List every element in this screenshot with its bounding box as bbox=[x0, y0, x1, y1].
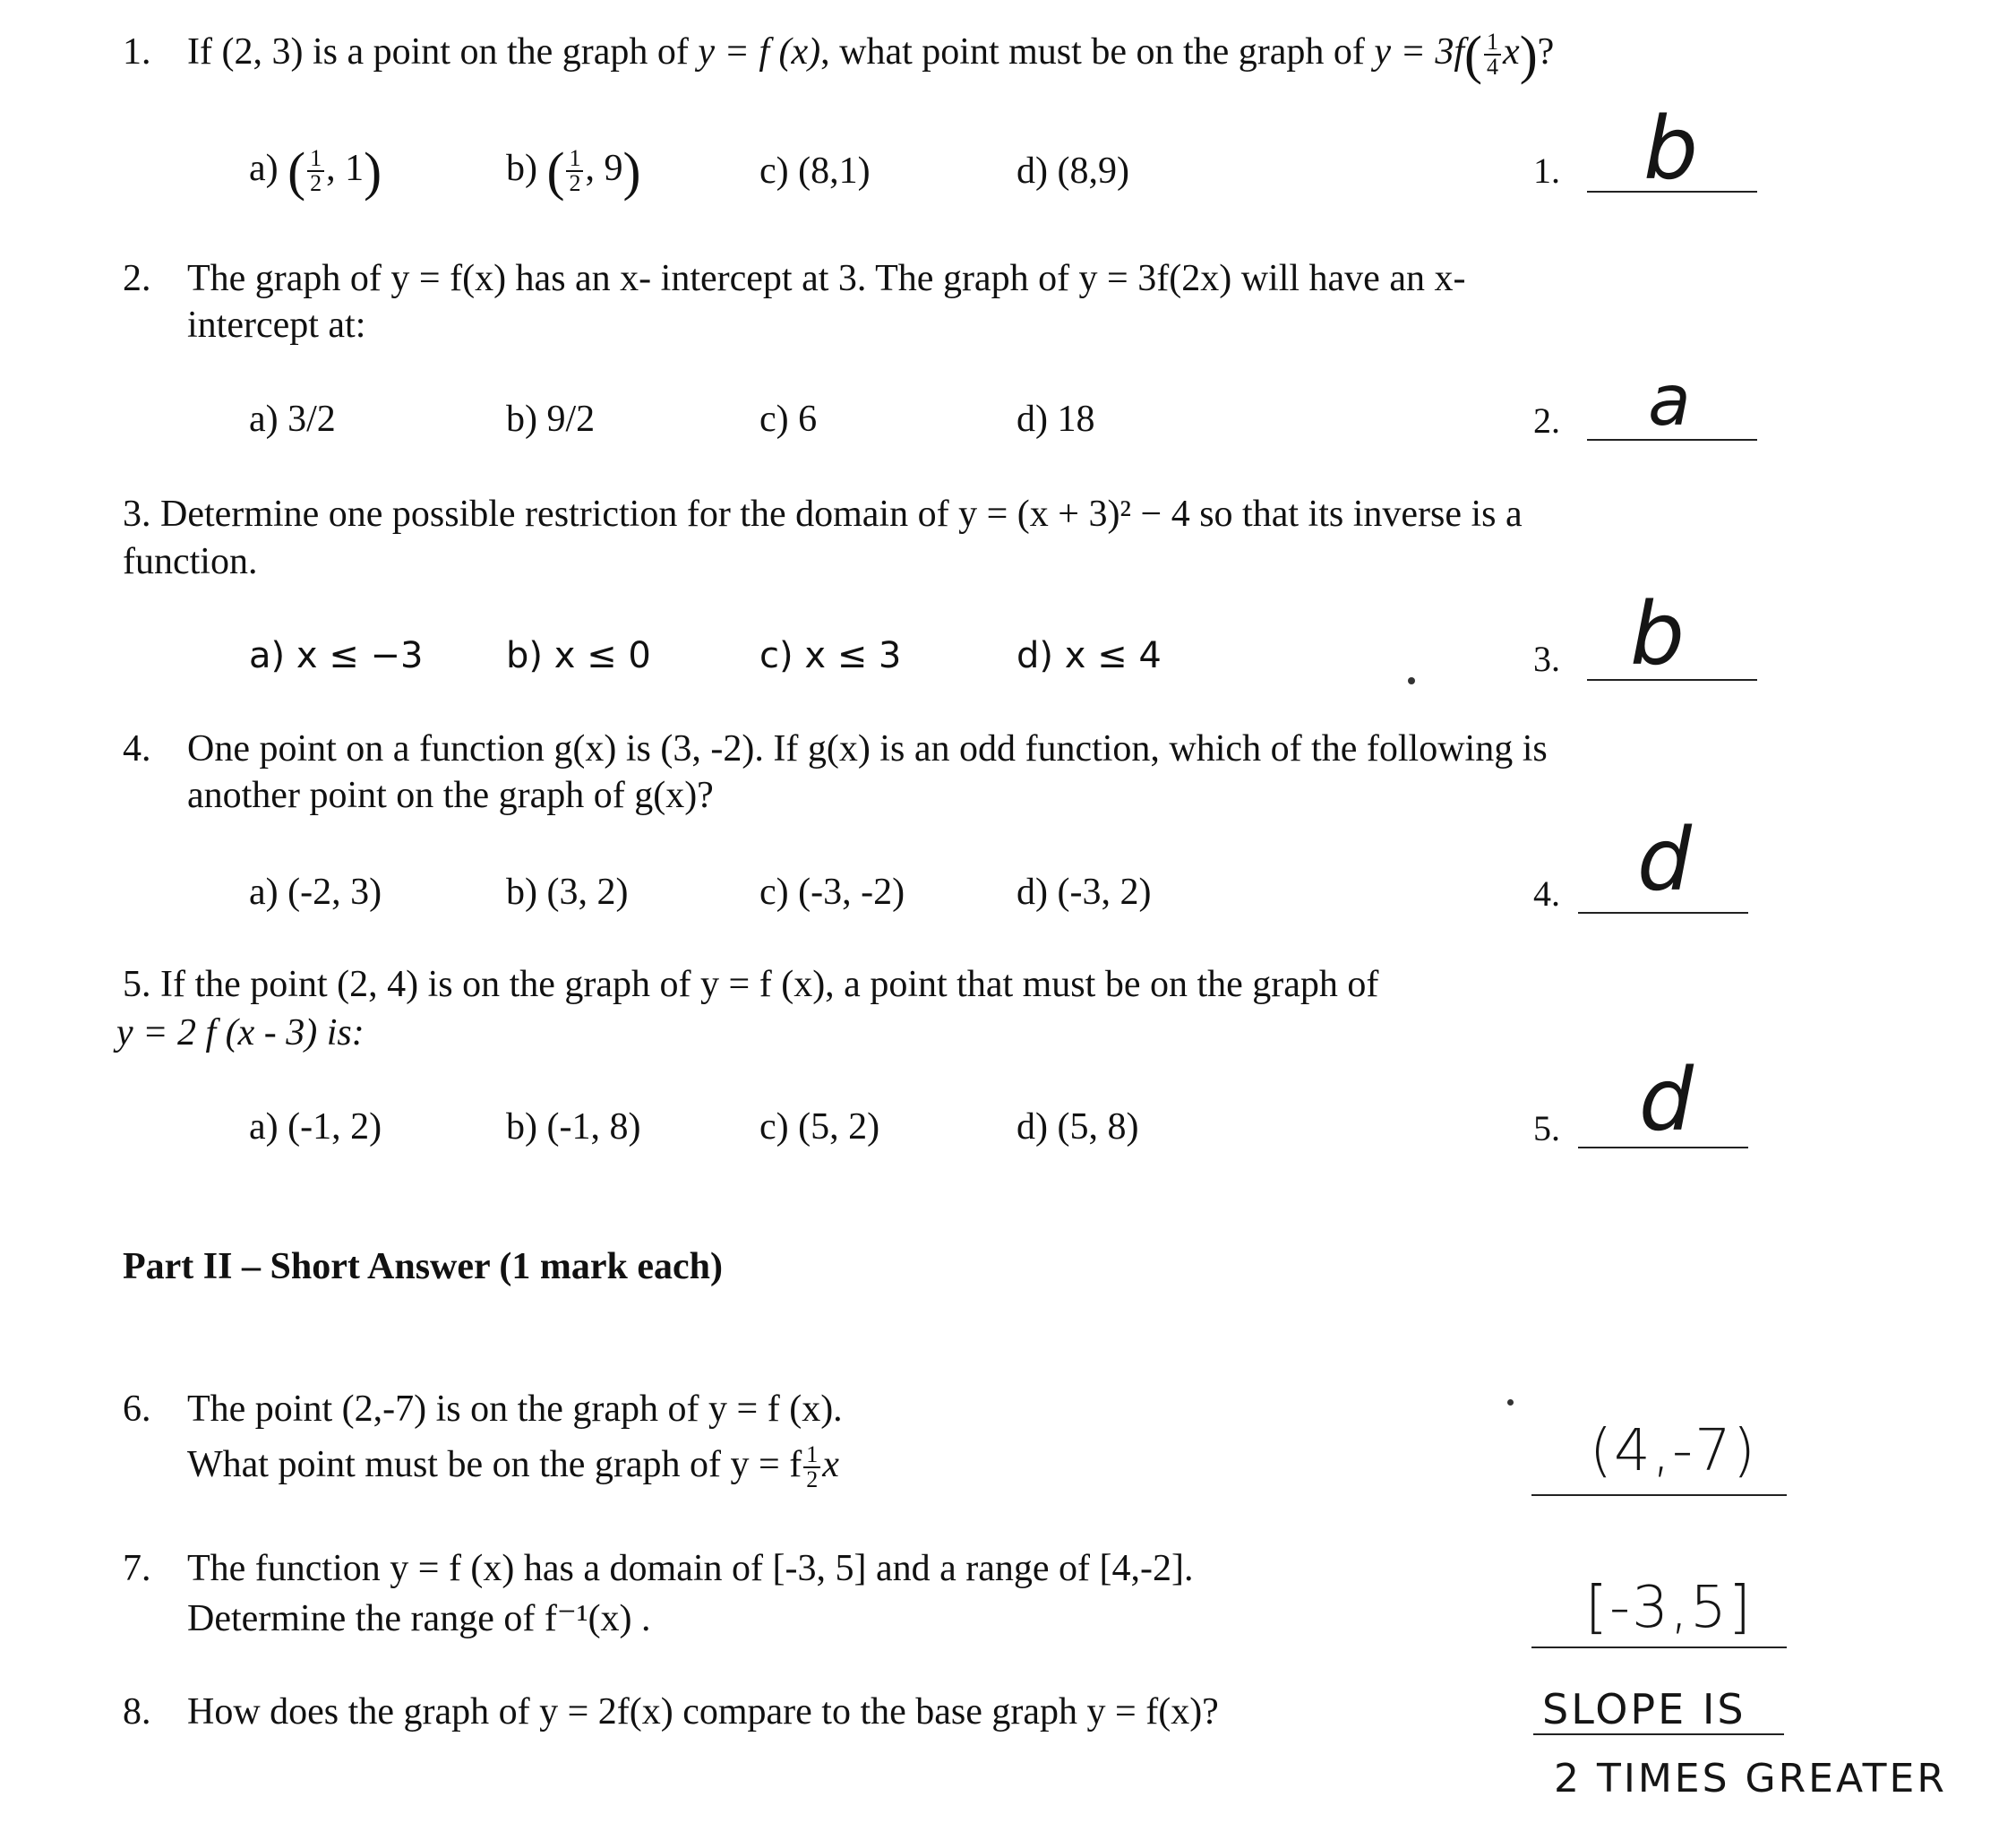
section-heading: Part II – Short Answer (1 mark each) bbox=[123, 1246, 723, 1287]
option-d[interactable]: d) (8,9) bbox=[1017, 150, 1129, 192]
question-text-continued: What point must be on the graph of y = f $\frac{1}{2}$ x bbox=[187, 1441, 839, 1493]
function-expression: y = f (x) bbox=[698, 31, 821, 73]
question-number: 4. bbox=[123, 728, 151, 770]
handwritten-answer: d bbox=[1639, 1050, 1694, 1150]
stray-mark bbox=[1408, 677, 1415, 684]
question-5: 5. If the point (2, 4) is on the graph of y = f (x), a point that must be on the graph of bbox=[123, 964, 1379, 1005]
handwritten-answer: d bbox=[1637, 810, 1692, 910]
fraction: $\frac{1}{2}$ bbox=[566, 147, 583, 195]
function-expression: y = 3f bbox=[1374, 31, 1465, 73]
answer-number: 1. bbox=[1533, 150, 1560, 191]
question-8 bbox=[123, 1689, 1219, 1735]
handwritten-answer-continued: 2 TIMES GREATER bbox=[1554, 1756, 1947, 1801]
answer-number: 3. bbox=[1533, 639, 1560, 679]
fraction: $\frac{1}{2}$ bbox=[803, 1443, 820, 1492]
question-text: If (2, 3) is a point on the graph of bbox=[187, 31, 689, 73]
question-text: The function y = f (x) has a domain of [-3, 5] and a range of [4,-2]. bbox=[187, 1548, 1194, 1589]
handwritten-answer: b bbox=[1643, 99, 1698, 199]
question-7 bbox=[123, 1545, 1193, 1592]
handwritten-answer: a bbox=[1648, 361, 1691, 442]
option-c[interactable]: c) 6 bbox=[759, 399, 818, 440]
option-b[interactable]: b) (3, 2) bbox=[506, 872, 629, 913]
option-a[interactable]: a) ( $\frac{1}{2}$ , 1) bbox=[249, 142, 382, 202]
handwritten-answer: b bbox=[1630, 584, 1685, 684]
question-number: 1. bbox=[123, 31, 151, 73]
handwritten-answer: SLOPE IS bbox=[1542, 1685, 1746, 1733]
answer-line bbox=[1578, 912, 1748, 914]
option-a[interactable]: a) (-1, 2) bbox=[249, 1106, 382, 1148]
question-text: The point (2,-7) is on the graph of y = f (x). bbox=[187, 1389, 843, 1430]
answer-line bbox=[1531, 1647, 1787, 1648]
option-c[interactable]: c) (5, 2) bbox=[759, 1106, 880, 1148]
question-text-continued: y = 2 f (x - 3) is: bbox=[116, 1012, 365, 1053]
option-b[interactable]: b) 9/2 bbox=[506, 399, 596, 440]
question-2 bbox=[123, 255, 1465, 302]
option-b[interactable]: b) x ≤ 0 bbox=[506, 635, 651, 676]
question-1: 1. If (2, 3) is a point on the graph of y = f (x), what point must be on the graph of y = 3f( $\frac{1}{4}$ x)? bbox=[123, 25, 1555, 85]
question-number: 8. bbox=[123, 1691, 151, 1733]
handwritten-answer: (4,-7) bbox=[1590, 1418, 1757, 1484]
option-d[interactable]: d) 18 bbox=[1017, 399, 1095, 440]
question-text-continued: Determine the range of f⁻¹(x) . bbox=[187, 1598, 651, 1639]
handwritten-answer: [-3,5] bbox=[1585, 1575, 1753, 1641]
fraction: $\frac{1}{2}$ bbox=[307, 147, 324, 195]
answer-number: 4. bbox=[1533, 873, 1560, 914]
question-number: 6. bbox=[123, 1389, 151, 1430]
question-text: , what point must be on the graph of bbox=[820, 31, 1365, 73]
option-a[interactable]: a) x ≤ −3 bbox=[249, 635, 424, 676]
option-a[interactable]: a) 3/2 bbox=[249, 399, 336, 440]
question-number: 2. bbox=[123, 258, 151, 299]
option-b[interactable]: b) ( $\frac{1}{2}$ , 9) bbox=[506, 142, 641, 202]
question-text: One point on a function g(x) is (3, -2). If g(x) is an odd function, which of the following is bbox=[187, 728, 1548, 770]
question-text-continued: intercept at: bbox=[187, 305, 366, 346]
option-d[interactable]: d) (-3, 2) bbox=[1017, 872, 1152, 913]
option-d[interactable]: d) (5, 8) bbox=[1017, 1106, 1139, 1148]
option-b[interactable]: b) (-1, 8) bbox=[506, 1106, 641, 1148]
option-a[interactable]: a) (-2, 3) bbox=[249, 872, 382, 913]
stray-mark bbox=[1507, 1399, 1514, 1406]
question-text-continued: function. bbox=[123, 541, 258, 582]
question-number: 7. bbox=[123, 1548, 151, 1589]
answer-line bbox=[1531, 1494, 1787, 1496]
question-3: 3. Determine one possible restriction for the domain of y = (x + 3)² − 4 so that its inverse is a bbox=[123, 494, 1523, 535]
question-text: How does the graph of y = 2f(x) compare to the base graph y = f(x)? bbox=[187, 1691, 1219, 1733]
fraction: $\frac{1}{4}$ bbox=[1484, 30, 1501, 79]
option-c[interactable]: c) x ≤ 3 bbox=[759, 635, 902, 676]
question-4 bbox=[123, 726, 1548, 772]
answer-number: 5. bbox=[1533, 1108, 1560, 1148]
option-c[interactable]: c) (-3, -2) bbox=[759, 872, 905, 913]
option-d[interactable]: d) x ≤ 4 bbox=[1017, 635, 1162, 676]
option-c[interactable]: c) (8,1) bbox=[759, 150, 871, 192]
question-text-continued: another point on the graph of g(x)? bbox=[187, 775, 714, 816]
question-6 bbox=[123, 1386, 843, 1432]
question-text: The graph of y = f(x) has an x- intercept at 3. The graph of y = 3f(2x) will have an x- bbox=[187, 258, 1466, 299]
answer-number: 2. bbox=[1533, 400, 1560, 441]
